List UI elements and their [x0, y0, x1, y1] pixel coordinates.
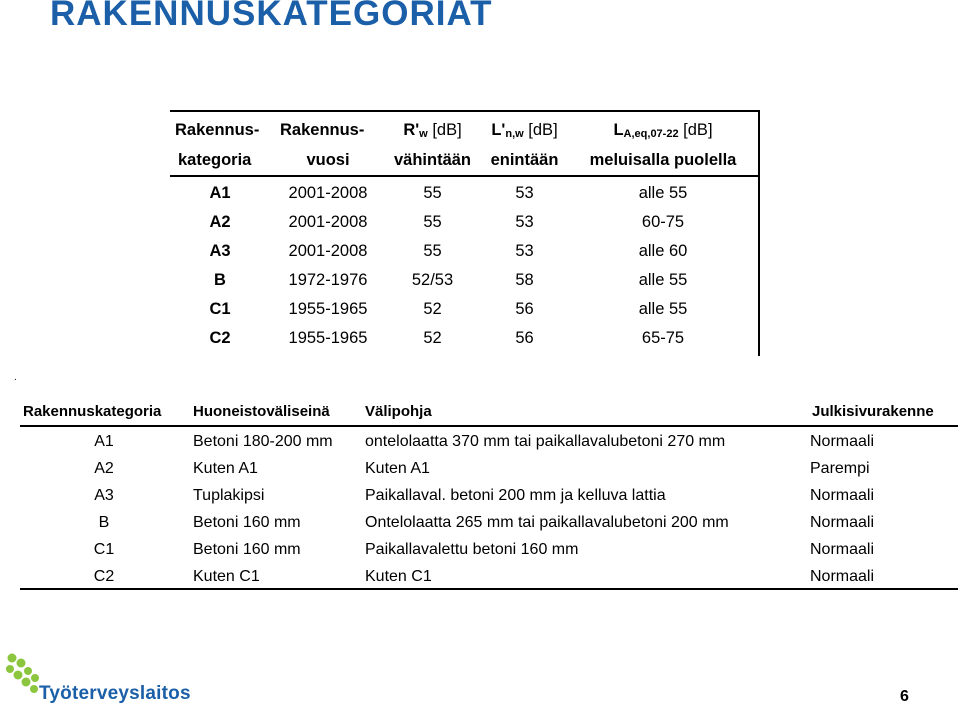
- header-cell: kategoria: [178, 151, 252, 169]
- header-cell: Välipohja: [365, 403, 432, 420]
- header-cell-rw: [385, 116, 480, 145]
- table-cell: 1972-1976: [288, 271, 368, 289]
- table-row: [170, 179, 758, 208]
- table-cell: 52: [423, 329, 442, 347]
- table-cell: Normaali: [810, 487, 875, 504]
- table-header-row: [170, 146, 758, 177]
- category-cell: C1: [93, 541, 115, 558]
- structure-table: [20, 398, 958, 590]
- category-cell: A1: [209, 184, 231, 202]
- table-row: [170, 295, 758, 324]
- table-row: [20, 428, 958, 455]
- table-cell: 1955-1965: [288, 329, 368, 347]
- table-cell: 53: [515, 242, 534, 260]
- table-cell: alle 55: [638, 184, 688, 202]
- header-cell: Rakennus-: [280, 121, 365, 139]
- table-cell: 1955-1965: [288, 300, 368, 318]
- category-cell: A1: [94, 433, 114, 450]
- table-cell: Paikallavalettu betoni 160 mm: [365, 541, 579, 558]
- header-unit: [dB]: [683, 121, 713, 139]
- header-main: L: [613, 121, 624, 139]
- header-main: L': [491, 121, 506, 139]
- table-cell: 2001-2008: [288, 184, 368, 202]
- header-sub: A,eq,07-22: [623, 128, 679, 140]
- table-cell: Normaali: [810, 433, 875, 450]
- table-row: [170, 237, 758, 266]
- table-cell: Normaali: [810, 514, 875, 531]
- header-cell: Rakennus-: [175, 121, 260, 139]
- category-cell: C2: [209, 329, 231, 347]
- header-sub: n,w: [505, 128, 524, 140]
- brand-name: Työterveyslaitos: [39, 683, 191, 704]
- category-cell: B: [214, 271, 226, 289]
- table-cell: 58: [515, 271, 534, 289]
- table-row: [170, 324, 758, 353]
- table-row: [20, 563, 958, 590]
- table-cell: Parempi: [810, 460, 870, 477]
- table-cell: ontelolaatta 370 mm tai paikallavalubetoni 270 mm: [365, 433, 726, 450]
- table-row: [20, 482, 958, 509]
- table-cell: 53: [515, 184, 534, 202]
- table-cell: Kuten C1: [193, 568, 260, 585]
- ttl-logo-icon: [4, 652, 44, 697]
- table-cell: 56: [515, 300, 534, 318]
- table-cell: Ontelolaatta 265 mm tai paikallavalubetoni 200 mm: [365, 514, 729, 531]
- header-cell: enintään: [490, 151, 559, 169]
- table-cell: Normaali: [810, 568, 875, 585]
- table-cell: Betoni 160 mm: [193, 541, 301, 558]
- table-row: [170, 208, 758, 237]
- table-row: [20, 455, 958, 482]
- table-header-row: [170, 116, 758, 145]
- header-cell-lnw: [482, 116, 567, 145]
- table-cell: 55: [423, 184, 442, 202]
- header-cell: Julkisivurakenne: [812, 403, 934, 420]
- table-cell: Kuten A1: [193, 460, 258, 477]
- table-cell: Tuplakipsi: [193, 487, 265, 504]
- category-cell: A3: [94, 487, 114, 504]
- category-cell: A3: [209, 242, 231, 260]
- table-cell: 53: [515, 213, 534, 231]
- header-cell: Rakennuskategoria: [23, 403, 162, 420]
- category-cell: C2: [93, 568, 115, 585]
- table-cell: 56: [515, 329, 534, 347]
- table-cell: 60-75: [641, 213, 685, 231]
- table-cell: alle 55: [638, 271, 688, 289]
- table-cell: 65-75: [641, 329, 685, 347]
- header-cell-laeq: [570, 116, 756, 145]
- table-row: [170, 266, 758, 295]
- page-title: RAKENNUSKATEGORIAT: [50, 0, 493, 33]
- table-cell: Betoni 180-200 mm: [193, 433, 333, 450]
- table-row: [20, 536, 958, 563]
- category-sound-table: [170, 110, 760, 356]
- table-cell: 2001-2008: [288, 213, 368, 231]
- table-cell: Normaali: [810, 541, 875, 558]
- page-number: 6: [900, 688, 909, 705]
- table-cell: Kuten C1: [365, 568, 432, 585]
- table-cell: 52/53: [411, 271, 454, 289]
- header-cell: meluisalla puolella: [589, 151, 737, 169]
- header-main: R': [403, 121, 420, 139]
- category-cell: A2: [94, 460, 114, 477]
- table-cell: 2001-2008: [288, 242, 368, 260]
- header-unit: [dB]: [432, 121, 462, 139]
- header-cell: Huoneistoväliseinä: [193, 403, 330, 420]
- header-cell: vuosi: [306, 151, 350, 169]
- table-row: [20, 509, 958, 536]
- table-cell: 52: [423, 300, 442, 318]
- table-cell: 55: [423, 213, 442, 231]
- category-cell: A2: [209, 213, 231, 231]
- table-cell: 55: [423, 242, 442, 260]
- table-cell: Kuten A1: [365, 460, 430, 477]
- header-unit: [dB]: [528, 121, 558, 139]
- category-cell: B: [98, 514, 110, 531]
- header-sub: w: [419, 128, 428, 140]
- table-cell: alle 60: [638, 242, 688, 260]
- header-cell: vähintään: [393, 151, 472, 169]
- table-cell: Betoni 160 mm: [193, 514, 301, 531]
- category-cell: C1: [209, 300, 231, 318]
- table-cell: Paikallaval. betoni 200 mm ja kelluva lattia: [365, 487, 666, 504]
- table-cell: alle 55: [638, 300, 688, 318]
- table-header-row: [20, 398, 958, 427]
- stray-dot: .: [14, 372, 17, 383]
